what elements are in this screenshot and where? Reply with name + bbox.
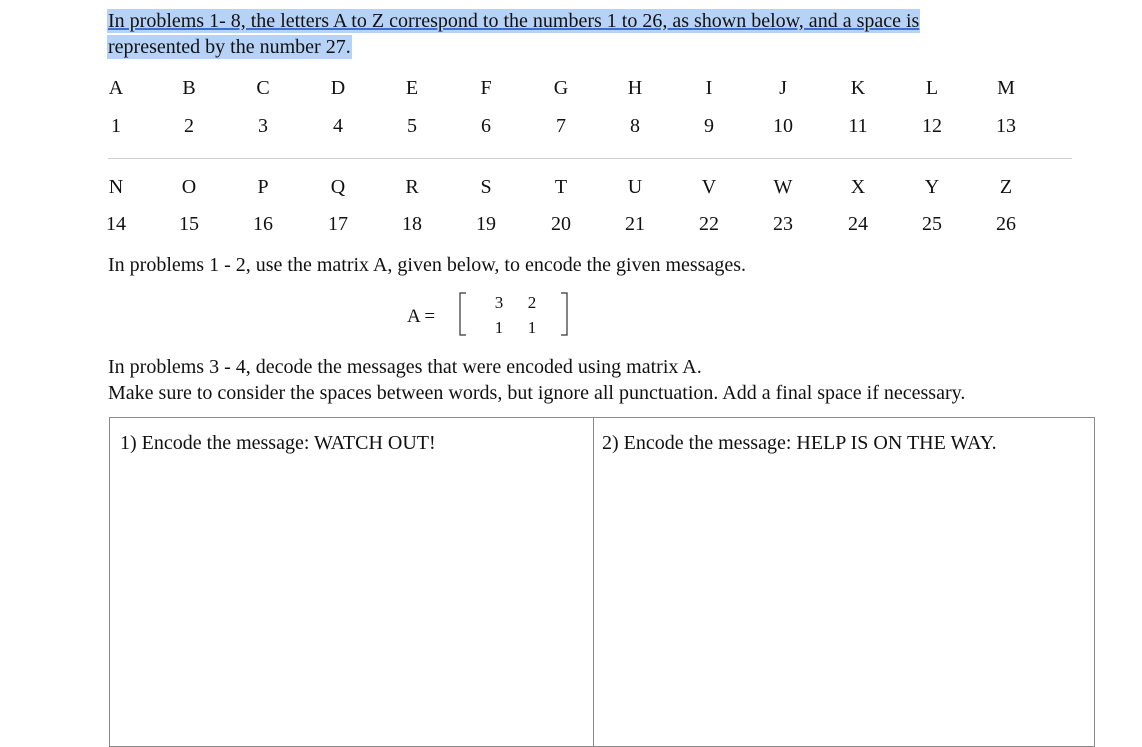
problem-2-box[interactable] bbox=[593, 417, 1095, 747]
matrix-cell: 1 bbox=[494, 318, 504, 337]
table-number: 11 bbox=[848, 115, 868, 137]
table-number: 18 bbox=[402, 213, 422, 235]
intro-paragraph[interactable] bbox=[108, 8, 1048, 60]
table-number: 23 bbox=[773, 213, 793, 235]
table-letter: D bbox=[330, 77, 346, 99]
encode-instructions: In problems 1 - 2, use the matrix A, given below, to encode the given messages. bbox=[108, 254, 746, 276]
table-number: 2 bbox=[184, 115, 194, 137]
table-number: 10 bbox=[773, 115, 793, 137]
intro-line-2[interactable]: represented by the number 27. bbox=[108, 36, 351, 58]
table-number: 13 bbox=[996, 115, 1016, 137]
table-number: 6 bbox=[481, 115, 491, 137]
matrix-cell: 2 bbox=[527, 293, 537, 312]
table-number: 26 bbox=[996, 213, 1016, 235]
table-letter: Q bbox=[330, 176, 346, 198]
table-number: 14 bbox=[106, 213, 126, 235]
table-letter: M bbox=[997, 77, 1015, 99]
table-number: 4 bbox=[333, 115, 343, 137]
table-letter: F bbox=[480, 77, 492, 99]
table-letter: U bbox=[627, 176, 643, 198]
matrix-cell: 1 bbox=[527, 318, 537, 337]
table-letter: J bbox=[779, 77, 787, 99]
table-number: 12 bbox=[922, 115, 942, 137]
table-number: 16 bbox=[253, 213, 273, 235]
table-number: 7 bbox=[556, 115, 566, 137]
matrix-cell: 3 bbox=[494, 293, 504, 312]
table-number: 19 bbox=[476, 213, 496, 235]
table-number: 1 bbox=[111, 115, 121, 137]
matrix-label: A = bbox=[407, 306, 436, 327]
table-number: 8 bbox=[630, 115, 640, 137]
table-letter: N bbox=[108, 176, 124, 198]
matrix-right-bracket-icon bbox=[560, 292, 568, 336]
table-number: 15 bbox=[179, 213, 199, 235]
decode-instructions: In problems 3 - 4, decode the messages that were encoded using matrix A. bbox=[108, 356, 702, 378]
table-number: 3 bbox=[258, 115, 268, 137]
table-letter: K bbox=[850, 77, 866, 99]
table-letter: W bbox=[773, 176, 793, 198]
table-letter: G bbox=[553, 77, 569, 99]
table-number: 20 bbox=[551, 213, 571, 235]
problem-1-box[interactable] bbox=[109, 417, 594, 747]
matrix-left-bracket-icon bbox=[459, 292, 467, 336]
table-letter: C bbox=[256, 77, 270, 99]
table-number: 24 bbox=[848, 213, 868, 235]
table-letter: H bbox=[627, 77, 643, 99]
table-number: 21 bbox=[625, 213, 645, 235]
table-letter: A bbox=[108, 77, 124, 99]
table-number: 5 bbox=[407, 115, 417, 137]
table-divider bbox=[108, 158, 1072, 159]
table-letter: E bbox=[405, 77, 419, 99]
table-letter: V bbox=[701, 176, 717, 198]
table-letter: L bbox=[925, 77, 939, 99]
table-letter: R bbox=[405, 176, 419, 198]
table-letter: X bbox=[850, 176, 866, 198]
table-letter: I bbox=[705, 77, 713, 99]
table-letter: T bbox=[554, 176, 568, 198]
table-letter: S bbox=[480, 176, 492, 198]
spacing-note: Make sure to consider the spaces between words, but ignore all punctuation. Add a final space if necessary. bbox=[108, 382, 966, 404]
table-number: 22 bbox=[699, 213, 719, 235]
table-letter: B bbox=[182, 77, 196, 99]
table-letter: O bbox=[181, 176, 197, 198]
table-letter: Y bbox=[924, 176, 940, 198]
problem-1-label: 1) Encode the message: WATCH OUT! bbox=[120, 432, 436, 454]
table-letter: Z bbox=[999, 176, 1013, 198]
table-letter: P bbox=[257, 176, 269, 198]
intro-line-1[interactable]: In problems 1- 8, the letters A to Z correspond to the numbers 1 to 26, as shown below, and a space is bbox=[108, 10, 920, 32]
table-number: 25 bbox=[922, 213, 942, 235]
table-number: 9 bbox=[704, 115, 714, 137]
table-number: 17 bbox=[328, 213, 348, 235]
problem-2-label: 2) Encode the message: HELP IS ON THE WAY. bbox=[602, 432, 997, 454]
